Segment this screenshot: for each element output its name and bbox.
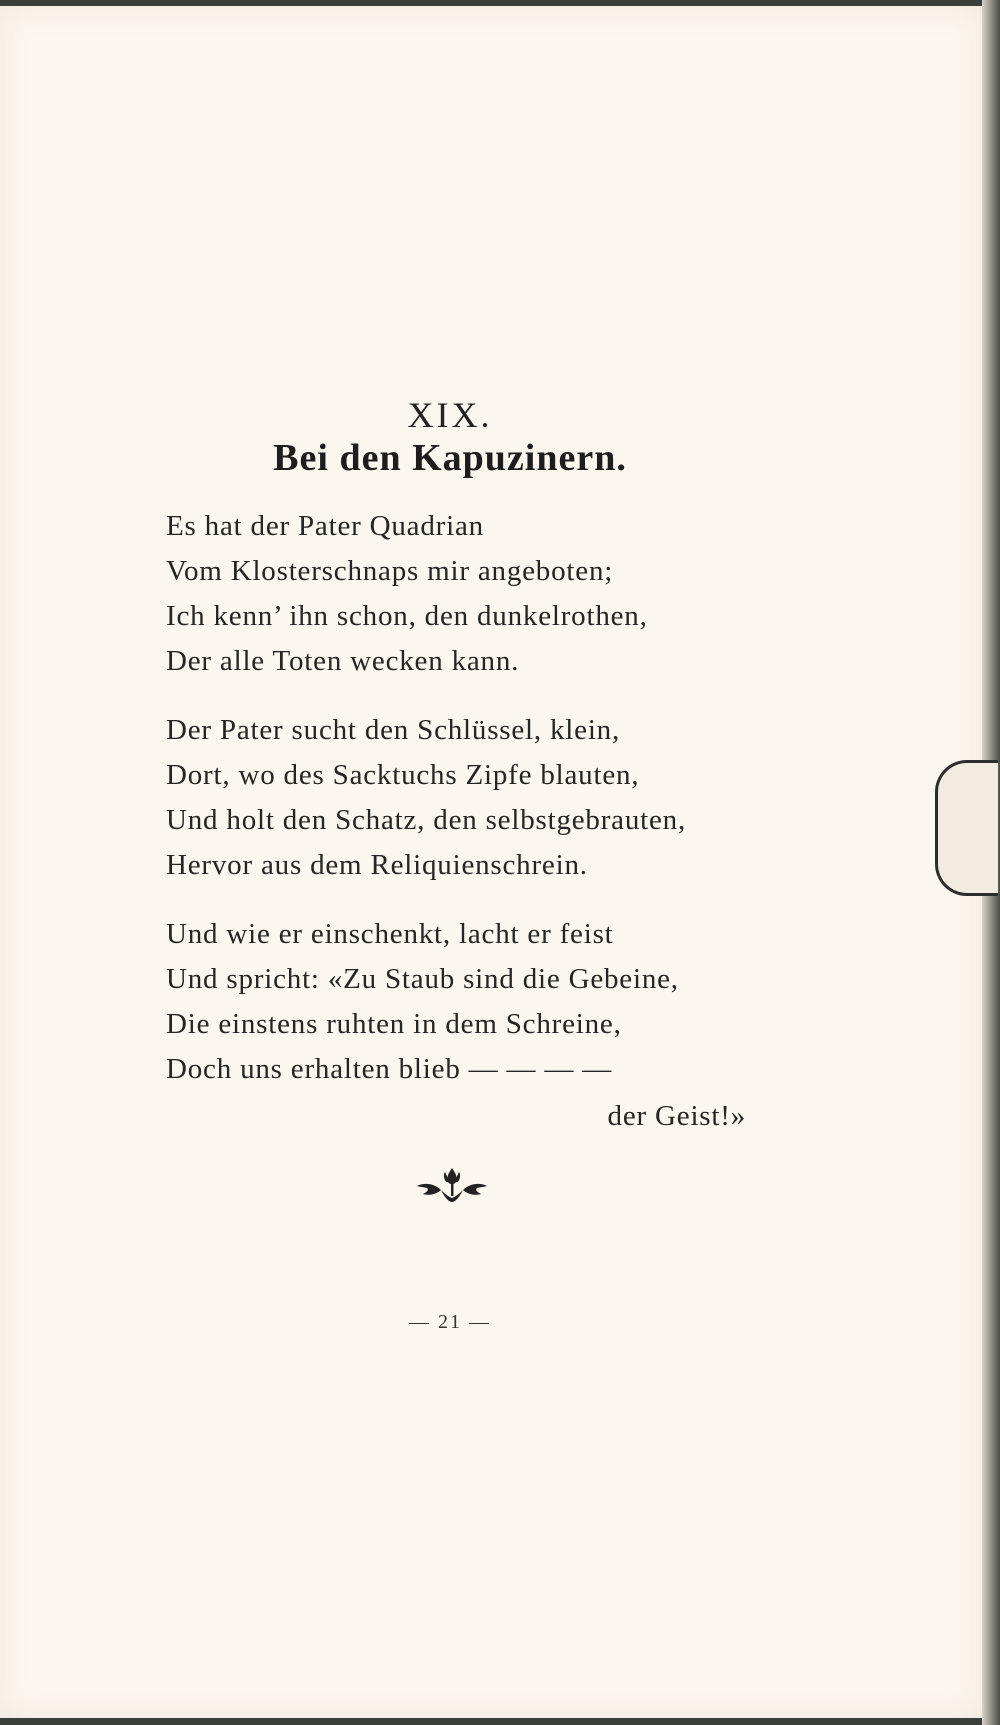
poem-body bbox=[166, 504, 746, 1139]
poem-line: Vom Klosterschnaps mir angeboten; bbox=[166, 555, 614, 587]
poem-line: Und holt den Schatz, den selbstgebrauten, bbox=[166, 804, 687, 836]
poem-line: Es hat der Pater Quadrian bbox=[166, 510, 484, 542]
poem-line: Ich kenn’ ihn schon, den dunkelrothen, bbox=[166, 600, 648, 632]
poem-line: Hervor aus dem Reliquienschrein. bbox=[166, 849, 588, 881]
stanza-1 bbox=[166, 504, 746, 684]
stanza-2 bbox=[166, 708, 746, 888]
floral-ornament-icon bbox=[415, 1164, 489, 1206]
poem-line: Der alle Toten wecken kann. bbox=[166, 645, 520, 677]
page-number: — 21 — bbox=[409, 1311, 491, 1333]
poem-line: Der Pater sucht den Schlüssel, klein, bbox=[166, 714, 621, 746]
poem-title: Bei den Kapuzinern. bbox=[273, 437, 627, 479]
page-tab bbox=[935, 760, 998, 896]
poem-line: Doch uns erhalten blieb — — — — bbox=[166, 1053, 613, 1085]
poem-line: Und spricht: «Zu Staub sind die Gebeine, bbox=[166, 963, 679, 995]
book-page bbox=[0, 6, 982, 1718]
poem-line: Die einstens ruhten in dem Schreine, bbox=[166, 1008, 622, 1040]
stanza-3 bbox=[166, 912, 746, 1092]
poem-line: Dort, wo des Sacktuchs Zipfe blauten, bbox=[166, 759, 640, 791]
poem-line: Und wie er einschenkt, lacht er feist bbox=[166, 918, 614, 950]
poem-number: XIX. bbox=[407, 395, 493, 435]
poem-final-line: der Geist!» bbox=[607, 1100, 746, 1132]
